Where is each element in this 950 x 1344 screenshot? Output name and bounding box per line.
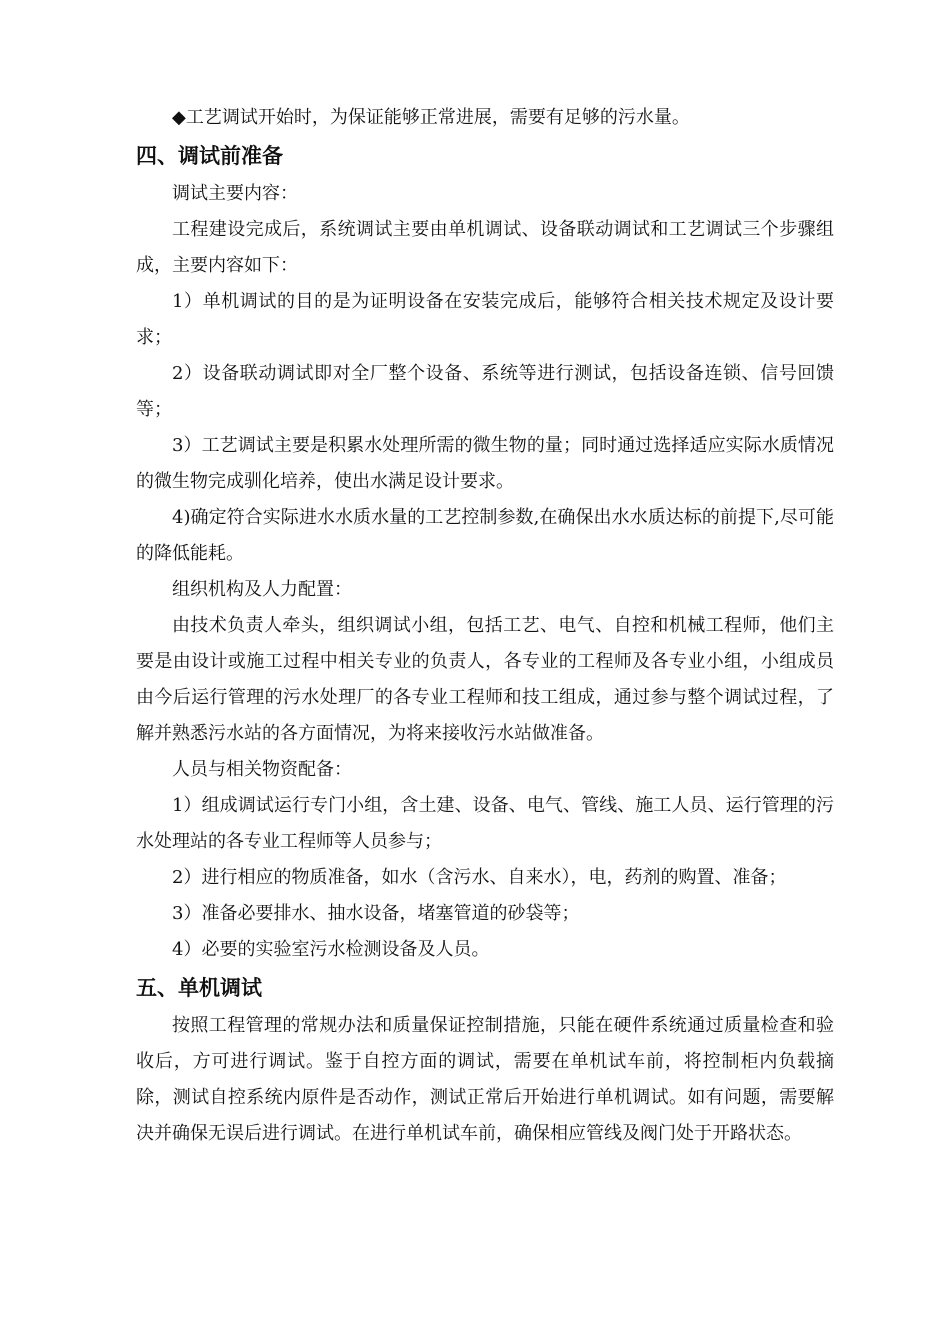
paragraph-organization: 由技术负责人牵头，组织调试小组，包括工艺、电气、自控和机械工程师，他们主要是由设计或施工过程中相关专业的负责人，各专业的工程师及各专业小组，小组成员由今后运行管理的污水处理厂的各专业工程师和技工组成，通过参与整个调试过程，了解并熟悉污水站的各方面情况，为将来接收污水站做准备。: [136, 615, 834, 744]
subheading-organization: 组织机构及人力配置：: [172, 579, 352, 600]
list-item-2-materials: 2）进行相应的物质准备，如水（含污水、自来水），电，药剂的购置、准备；: [172, 867, 787, 888]
list-item-1-single-machine: 1）单机调试的目的是为证明设备在安装完成后，能够符合相关技术规定及设计要求；: [136, 291, 834, 348]
list-item-3-equipment: 3）准备必要排水、抽水设备，堵塞管道的砂袋等；: [172, 903, 580, 924]
bullet-paragraph-sewage-volume: ◆工艺调试开始时，为保证能够正常进展，需要有足够的污水量。: [172, 107, 690, 128]
list-item-4-parameters: 4)确定符合实际进水水质水量的工艺控制参数,在确保出水水质达标的前提下,尽可能的降低能耗。: [136, 507, 834, 564]
section-heading-5-single-machine: 五、单机调试: [136, 975, 262, 1000]
document-body: [136, 100, 834, 1152]
subheading-personnel-materials: 人员与相关物资配备：: [172, 759, 352, 780]
list-item-3-process: 3）工艺调试主要是积累水处理所需的微生物的量；同时通过选择适应实际水质情况的微生物完成驯化培养，使出水满足设计要求。: [136, 435, 834, 492]
paragraph-commissioning-steps: 工程建设完成后，系统调试主要由单机调试、设备联动调试和工艺调试三个步骤组成，主要内容如下：: [136, 219, 834, 276]
list-item-4-lab: 4）必要的实验室污水检测设备及人员。: [172, 939, 490, 960]
list-item-2-linkage: 2）设备联动调试即对全厂整个设备、系统等进行测试，包括设备连锁、信号回馈等；: [136, 363, 834, 420]
paragraph-single-machine-commissioning: 按照工程管理的常规办法和质量保证控制措施，只能在硬件系统通过质量检查和验收后，方可进行调试。鉴于自控方面的调试，需要在单机试车前，将控制柜内负载摘除，测试自控系统内原件是否动作，测试正常后开始进行单机调试。如有问题，需要解决并确保无误后进行调试。在进行单机试车前，确保相应管线及阀门处于开路状态。: [136, 1015, 834, 1144]
subheading-main-content: 调试主要内容：: [172, 183, 298, 204]
list-item-1-team: 1）组成调试运行专门小组，含土建、设备、电气、管线、施工人员、运行管理的污水处理站的各专业工程师等人员参与；: [136, 795, 834, 852]
section-heading-4-pre-commissioning: 四、调试前准备: [136, 143, 283, 168]
